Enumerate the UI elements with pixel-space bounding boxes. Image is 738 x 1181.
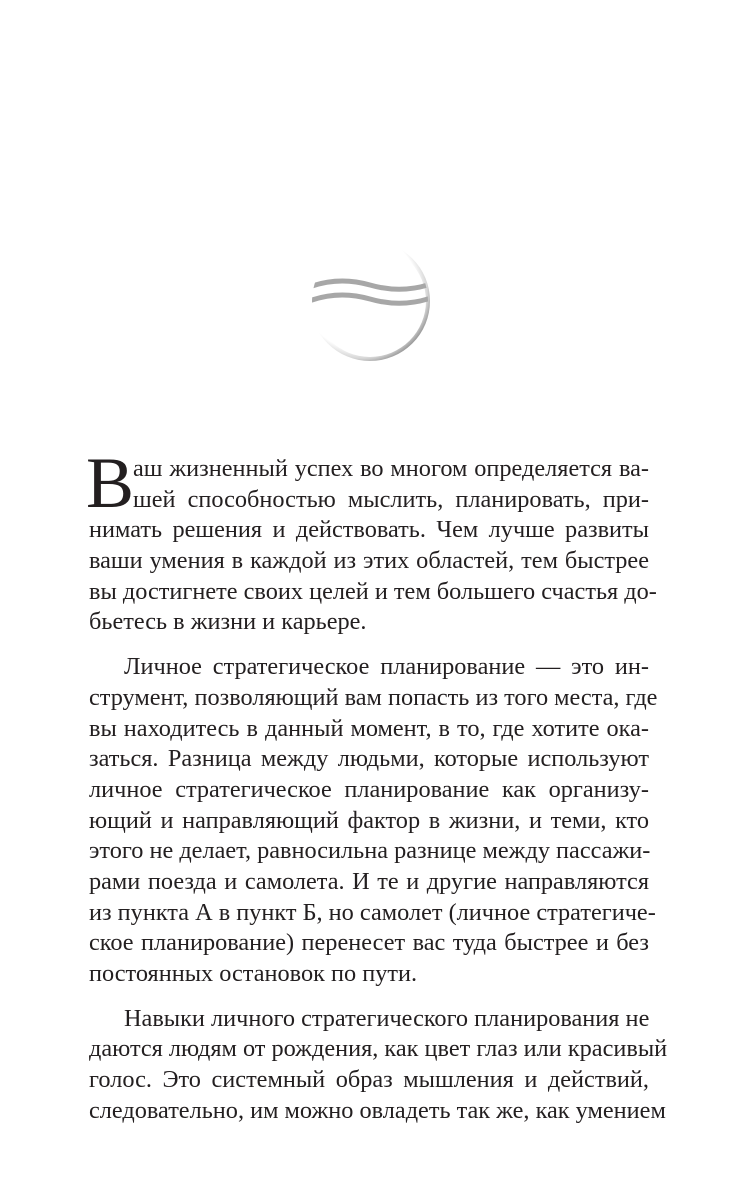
paragraph-line: аш жизненный успех во многом определяется ва-: [133, 455, 649, 482]
paragraph-line: из пункта А в пункт Б, но самолет (личное стратегиче-: [89, 898, 656, 926]
paragraph-line: следовательно, им можно овладеть так же, как умением: [89, 1096, 666, 1124]
paragraph-line: даются людям от рождения, как цвет глаз или красивый: [89, 1035, 668, 1063]
paragraph-3: [89, 1004, 668, 1127]
paragraph-1: [86, 443, 657, 638]
paragraph-line: ваши умения в каждой из этих областей, тем быстрее: [89, 547, 649, 575]
paragraph-line: ское планирование) перенесет вас туда быстрее и без: [89, 929, 649, 957]
chapter-ornament: [309, 240, 431, 362]
paragraph-line: вы достигнете своих целей и тем большего счастья до-: [89, 577, 657, 605]
body-text: [86, 443, 668, 1126]
drop-cap: В: [86, 443, 135, 523]
paragraph-line: струмент, позволяющий вам попасть из того места, где: [89, 683, 658, 711]
paragraph-line: Личное стратегическое планирование — это ин-: [124, 653, 649, 681]
paragraph-line: Навыки личного стратегического планирования не: [124, 1004, 650, 1032]
paragraph-line: заться. Разница между людьми, которые используют: [89, 745, 649, 773]
paragraph-line: ющий и направляющий фактор в жизни, и теми, кто: [89, 806, 649, 834]
paragraph-line: шей способностью мыслить, планировать, при-: [133, 485, 649, 513]
paragraph-line: бьетесь в жизни и карьере.: [89, 608, 367, 636]
paragraph-line: голос. Это системный образ мышления и действий,: [89, 1066, 649, 1094]
paragraph-line: постоянных остановок по пути.: [89, 960, 418, 987]
paragraph-line: этого не делает, равносильна разнице между пассажи-: [89, 837, 651, 865]
paragraph-line: вы находитесь в данный момент, в то, где хотите ока-: [89, 714, 649, 742]
paragraph-2: [89, 652, 658, 990]
paragraph-line: нимать решения и действовать. Чем лучше развиты: [89, 516, 649, 544]
paragraph-line: личное стратегическое планирование как организу-: [89, 775, 649, 803]
wave-circle-icon: [309, 240, 431, 362]
paragraph-line: рами поезда и самолета. И те и другие направляются: [89, 867, 649, 895]
